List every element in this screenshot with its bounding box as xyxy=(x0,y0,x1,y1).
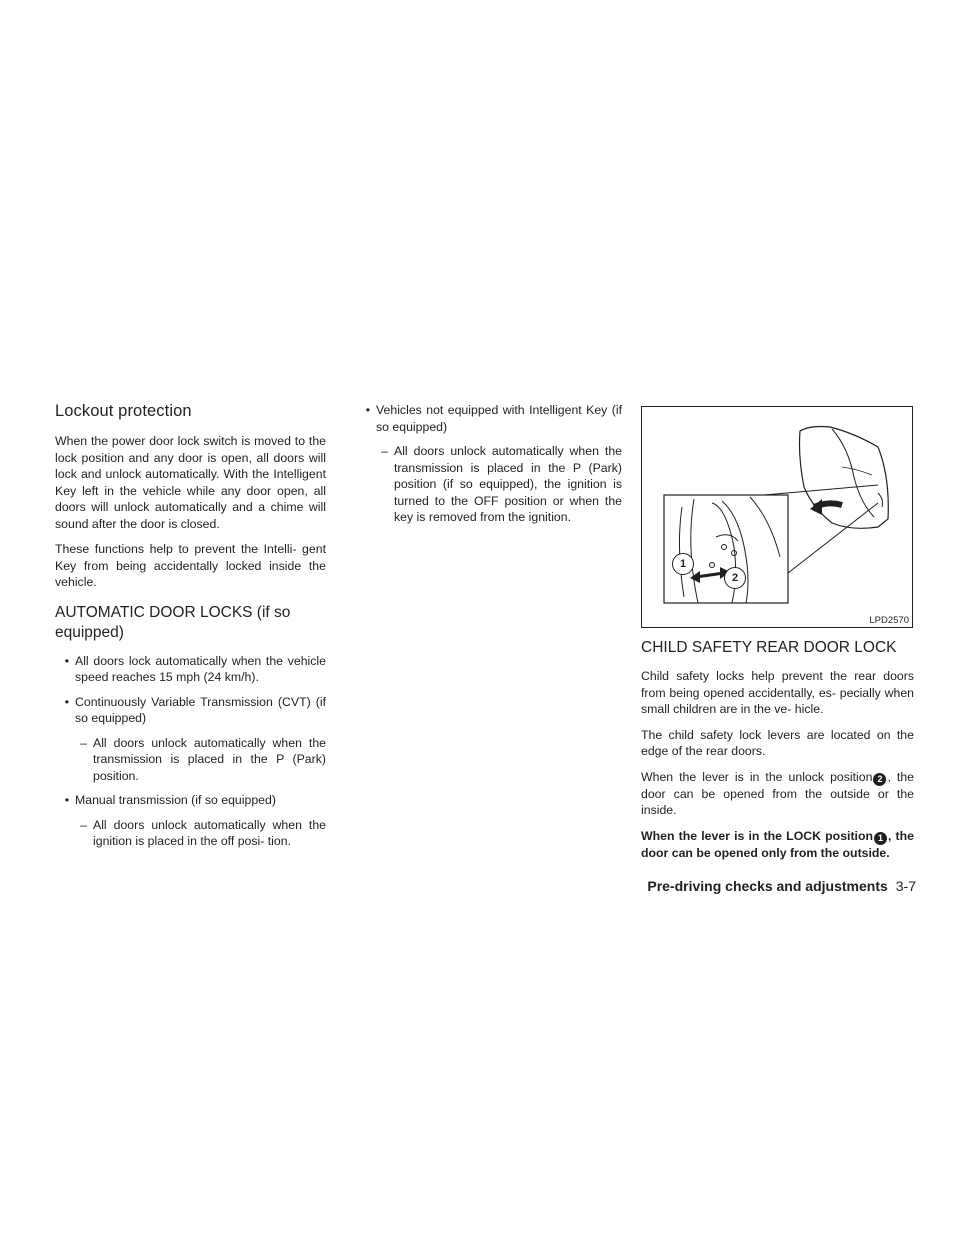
callout-2: 2 xyxy=(724,567,746,589)
child-safety-heading: CHILD SAFETY REAR DOOR LOCK xyxy=(641,639,897,656)
column-right xyxy=(641,400,914,870)
child-safety-paragraph-3 xyxy=(641,769,914,819)
paragraph-3-end: , the door can be opened from the outside or the inside. xyxy=(641,769,914,817)
page-number: 3-7 xyxy=(895,878,916,894)
list-item xyxy=(55,792,326,809)
child-safety-paragraph-4 xyxy=(641,828,914,862)
paragraph-3-start: When the lever is in the unlock position xyxy=(641,769,873,784)
sub-list-item xyxy=(55,735,326,785)
sub-list-item-text: All doors unlock automatically when the transmission is placed in the P (Park) position (if so equipped), the ignition is turned to the OFF position or when the key is removed from the ignition. xyxy=(394,444,622,524)
figure-code: LPD2570 xyxy=(869,615,909,626)
list-item-text: Manual transmission (if so equipped) xyxy=(75,793,276,807)
dash-marker: – xyxy=(381,444,388,458)
bullet-marker: • xyxy=(64,653,69,668)
child-safety-lock-illustration xyxy=(641,406,913,628)
list-item-text: Vehicles not equipped with Intelligent Key (if so equipped) xyxy=(376,403,622,434)
dash-marker: – xyxy=(80,735,87,750)
list-item-text: All doors lock automatically when the vehicle speed reaches 15 mph (24 km/h). xyxy=(75,653,326,684)
child-safety-paragraph-1: Child safety locks help prevent the rear doors from being opened accidentally, es- pecially when small children are in the ve- hicle. xyxy=(641,669,914,716)
callout-2-inline: 2 xyxy=(873,773,886,786)
automatic-door-locks-heading: AUTOMATIC DOOR LOCKS (if so equipped) xyxy=(55,603,291,641)
bullet-marker: • xyxy=(64,793,69,807)
list-item xyxy=(356,402,622,435)
column-left xyxy=(55,400,326,858)
lockout-paragraph-2: These functions help to prevent the Intelli- gent Key from being accidentally locked inside the vehicle. xyxy=(55,542,326,589)
callout-1-inline: 1 xyxy=(874,832,887,845)
bullet-marker: • xyxy=(365,403,370,417)
list-item xyxy=(55,653,326,686)
list-item-text: Continuously Variable Transmission (CVT) (if so equipped) xyxy=(75,694,326,725)
sub-list-item xyxy=(356,443,622,526)
door-lock-drawing xyxy=(642,407,912,627)
paragraph-4-end: , the door can be opened only from the outside. xyxy=(641,828,914,860)
sub-list-item-text: All doors unlock automatically when the transmission is placed in the P (Park) position. xyxy=(93,735,326,783)
column-middle xyxy=(356,402,622,534)
child-safety-paragraph-2: The child safety lock levers are located on the edge of the rear doors. xyxy=(641,727,914,758)
footer-section-title: Pre-driving checks and adjustments xyxy=(647,878,888,894)
dash-marker: – xyxy=(80,817,87,832)
list-item xyxy=(55,694,326,727)
sub-list-item-text: All doors unlock automatically when the ignition is placed in the off posi- tion. xyxy=(93,817,326,848)
lockout-protection-heading: Lockout protection xyxy=(55,402,192,420)
bullet-marker: • xyxy=(64,694,69,709)
paragraph-4-start: When the lever is in the LOCK position xyxy=(641,828,873,843)
callout-1: 1 xyxy=(672,553,694,575)
lockout-paragraph-1: When the power door lock switch is moved to the lock position and any door is open, all doors will lock and unlock automatically. With the Intelligent Key left in the vehicle while any door open, all doors will unlock automatically and a chime will sound after the door is closed. xyxy=(55,434,326,531)
page-footer xyxy=(647,878,916,894)
sub-list-item xyxy=(55,817,326,850)
